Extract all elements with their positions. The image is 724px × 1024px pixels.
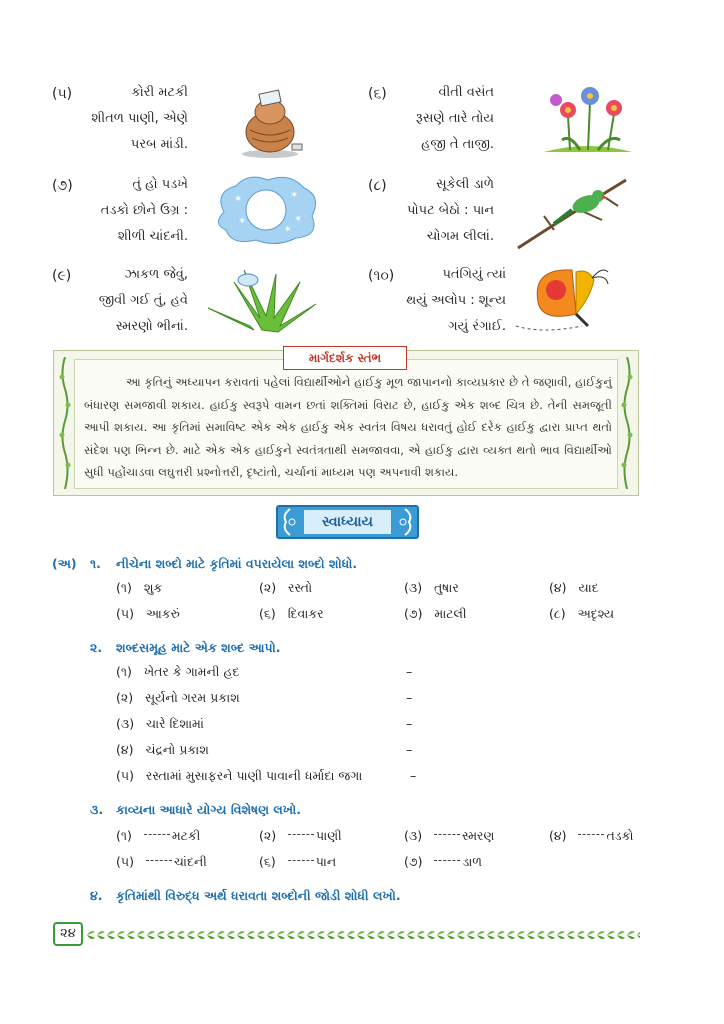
guidance-text: આ કૃતિનું અધ્યાપન કરાવતાં પહેલાં વિદ્યાર્થીઓને હાઈકુ મૂળ જાપાનનો કાવ્યપ્રકાર છે તે જણાવી, હાઈકુનું બંધારણ સમજાવી શકાય. હાઈકુ સ્વરૂપે વામન છતાં શક્તિમાં વિરાટ છે, હાઈકુ એક શબ્દ ચિત્ર છે. તેની સમજૂતી આપી શકાય. આ કૃતિમાં સમાવિષ્ટ એક એક હાઈકુ એક સ્વતંત્ર વિષય ધરાવતું હોઈ દરેક હાઈકુ દ્વારા પ્રાપ્ત થતો સંદેશ પણ ભિન્ન છે. માટે એક એક હાઈકુને સ્વતંત્રતાથી સમજાવવા, એ હાઈકુ દ્વારા વ્યક્ત થતો ભાવ વિદ્યાર્થીઓ સુધી પહોંચાડવા લઘુત્તરી પ્રશ્નોત્તરી, દૃષ્ટાંતો, ચર્ચાનાં માધ્યમ પણ અપનાવી શકાય.	[84, 375, 612, 479]
answer-dash: –	[406, 664, 413, 679]
clay-pot-illustration	[238, 82, 306, 160]
question-title: કૃતિમાંથી વિરુદ્ધ અર્થ ધરાવતા શબ્દોની જોડી શોધી લખો.	[116, 888, 401, 903]
list-item: (૧) શુક	[116, 580, 163, 595]
haiku-text: પતંગિયું ત્યાં થયું અલોપ : શૂન્ય ગયું રંગાઈ.	[406, 267, 506, 334]
list-item: (૫) આકરું	[116, 606, 180, 621]
answer-dash: –	[406, 716, 413, 731]
haiku-number: (૭)	[52, 178, 73, 194]
list-item: (૪) તડકો	[549, 828, 634, 843]
question-title: શબ્દસમૂહ માટે એક શબ્દ આપો.	[116, 640, 281, 655]
page-number: ૨૪	[53, 922, 83, 946]
list-item: (૪) યાદ	[549, 580, 599, 595]
svg-text:✶: ✶	[294, 214, 303, 225]
question-title: કાવ્યના આધારે યોગ્ય વિશેષણ લખો.	[116, 802, 301, 817]
moon-cloud-illustration	[210, 172, 322, 248]
svg-text:✶: ✶	[284, 225, 292, 235]
question-number: ૧.	[90, 556, 101, 571]
list-item: (૬) પાન	[259, 854, 337, 869]
haiku-text: ઝાકળ જેવું, જીવી ગઈ તું, હવે સ્મરણો ભીનાં.	[98, 267, 188, 334]
haiku-text: કોરી મટકી શીતળ પાણી, એણે પરબ માંડી.	[91, 85, 188, 152]
list-item: (૫) ચાંદની	[116, 854, 207, 869]
list-item: (૩) તુષાર	[404, 580, 459, 595]
svg-text:✶: ✶	[290, 190, 299, 201]
list-item: (૫) રસ્તામાં મુસાફરને પાણી પાવાની ધર્માદા જગા	[116, 768, 363, 783]
exercise-banner	[276, 505, 419, 539]
svg-text:✶: ✶	[234, 194, 243, 205]
list-item: (૩) ચારે દિશામાં	[116, 716, 204, 731]
scroll-ornament-left	[280, 507, 300, 537]
question-number: ૨.	[90, 640, 103, 655]
question-number: ૪.	[90, 888, 103, 903]
list-item: (૩) સ્મરણ	[404, 828, 495, 843]
guidance-box	[53, 350, 639, 496]
vine-border-right	[620, 357, 634, 489]
list-item: (૨) રસ્તો	[259, 580, 313, 595]
parrot-branch-illustration	[514, 172, 634, 252]
question-number: ૩.	[90, 802, 104, 817]
footer-leaf-border	[86, 928, 640, 942]
guidance-title: માર્ગદર્શક સ્તંભ	[283, 346, 407, 370]
haiku-number: (૯)	[52, 268, 72, 284]
list-item: (૪) ચંદ્રનો પ્રકાશ	[116, 742, 209, 757]
haiku-number: (૫)	[52, 86, 73, 102]
list-item: (૬) દિવાકર	[259, 606, 324, 621]
list-item: (૨) પાણી	[259, 828, 342, 843]
grass-dew-illustration	[204, 268, 322, 334]
haiku-text: સૂકેલી ડાળે પોપટ બેઠો : પાન ચોગમ લીલાં.	[406, 177, 494, 244]
list-item: (૭) માટલી	[404, 606, 467, 621]
haiku-number: (૧૦)	[368, 268, 395, 284]
haiku-text: તું હો પડખે તડકો છોને ઉગ્ર : શીળી ચાંદની.	[100, 177, 188, 244]
answer-dash: –	[410, 768, 417, 783]
haiku-number: (૮)	[368, 178, 387, 194]
exercise-banner-label: સ્વાધ્યાય	[304, 510, 391, 534]
answer-dash: –	[406, 690, 413, 705]
haiku-text: વીતી વસંત રૂસણે તારે તોય હજી તે તાજી.	[415, 85, 494, 152]
list-item: (૭) ડાળ	[404, 854, 483, 869]
list-item: (૧) મટકી	[116, 828, 201, 843]
list-item: (૧) ખેતર કે ગામની હદ	[116, 664, 240, 679]
scroll-ornament-right	[395, 507, 415, 537]
svg-text:✶: ✶	[238, 216, 247, 227]
list-item: (૨) સૂર્યનો ગરમ પ્રકાશ	[116, 690, 240, 705]
answer-dash: –	[406, 742, 413, 757]
haiku-number: (૬)	[368, 86, 387, 102]
butterfly-illustration	[512, 262, 624, 340]
vine-border-left	[58, 357, 72, 489]
section-label: (અ)	[52, 556, 77, 571]
flowers-illustration	[540, 80, 636, 156]
question-title: નીચેના શબ્દો માટે કૃતિમાં વપરાયેલા શબ્દો શોધો.	[116, 556, 358, 571]
list-item: (૮) અદૃશ્ય	[549, 606, 615, 621]
